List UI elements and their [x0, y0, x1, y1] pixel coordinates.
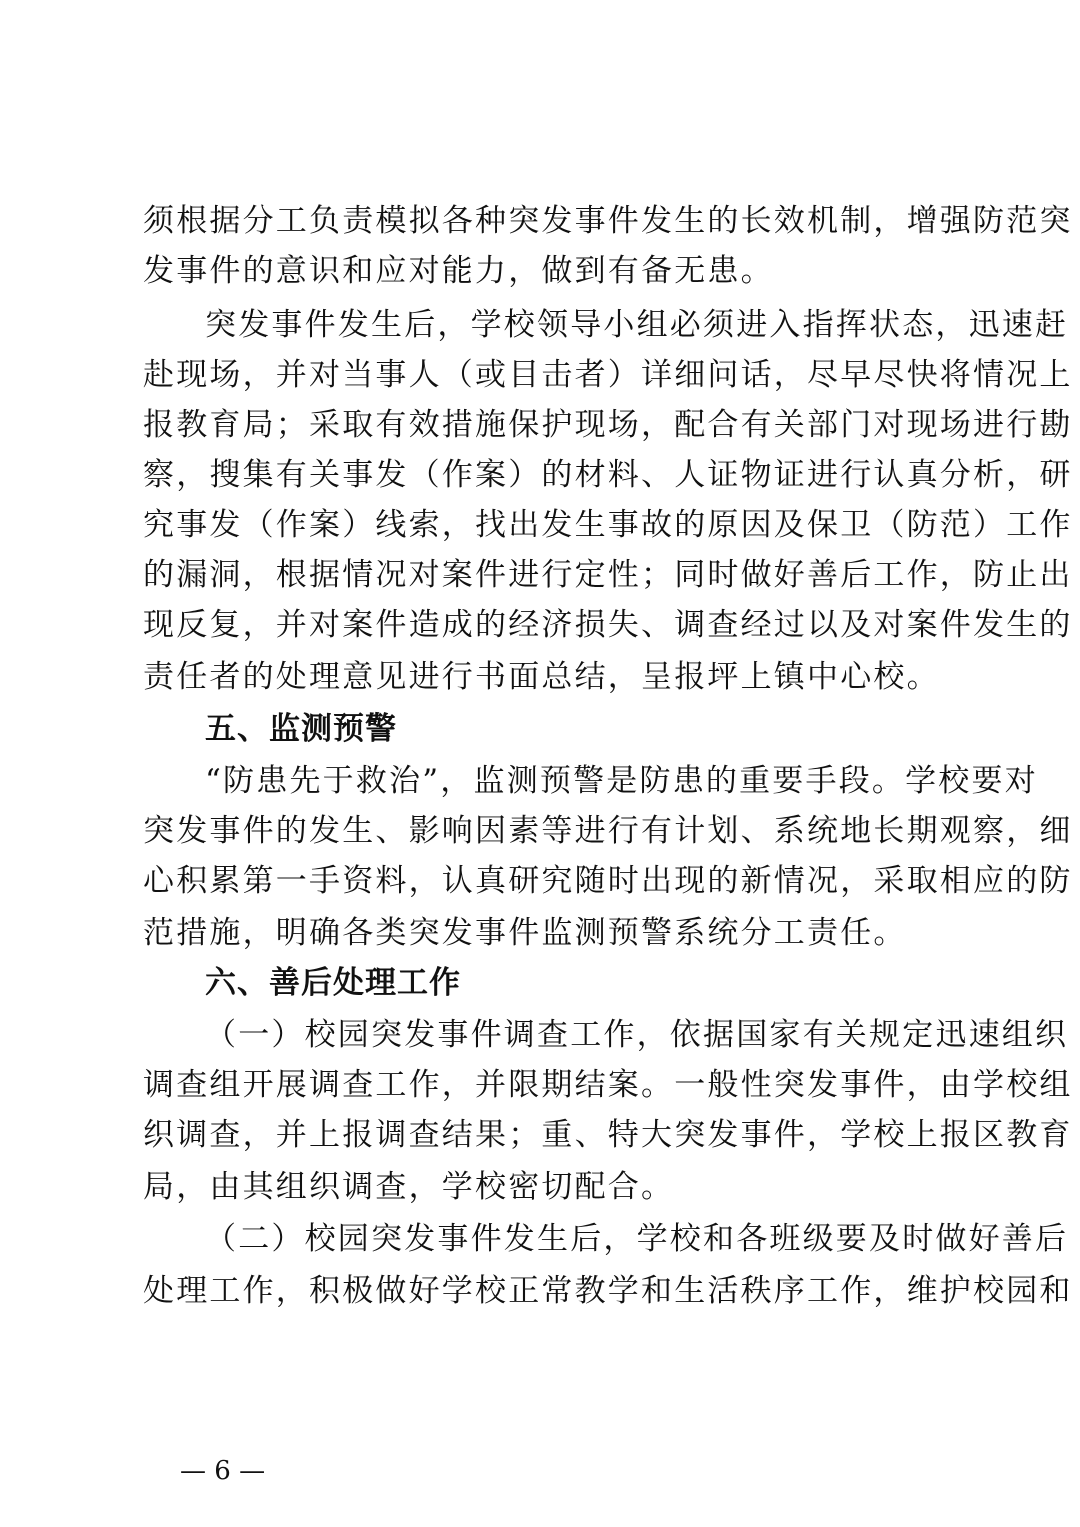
page-number: — 6 — — [180, 1456, 266, 1486]
text-line-17: （一）校园突发事件调查工作，依据国家有关规定迅速组织 — [205, 1017, 1069, 1053]
section-heading-six: 六、善后处理工作 — [205, 965, 461, 1001]
text-line-8: 的漏洞，根据情况对案件进行定性；同时做好善后工作，防止出 — [143, 557, 1073, 593]
text-line-20: 局，由其组织调查，学校密切配合。 — [143, 1169, 675, 1205]
text-line-18: 调查组开展调查工作，并限期结案。一般性突发事件，由学校组 — [143, 1067, 1073, 1103]
text-line-14: 心积累第一手资料，认真研究随时出现的新情况，采取相应的防 — [143, 863, 1073, 899]
text-line-19: 织调查，并上报调查结果；重、特大突发事件，学校上报区教育 — [143, 1117, 1073, 1153]
section-heading-five: 五、监测预警 — [205, 711, 397, 747]
text-line-9: 现反复，并对案件造成的经济损失、调查经过以及对案件发生的 — [143, 607, 1073, 643]
text-line-2: 发事件的意识和应对能力，做到有备无患。 — [143, 253, 774, 289]
text-line-5: 报教育局；采取有效措施保护现场，配合有关部门对现场进行勘 — [143, 407, 1073, 443]
text-line-6: 察，搜集有关事发（作案）的材料、人证物证进行认真分析，研 — [143, 457, 1073, 493]
text-line-10: 责任者的处理意见进行书面总结，呈报坪上镇中心校。 — [143, 659, 940, 695]
text-line-13: 突发事件的发生、影响因素等进行有计划、系统地长期观察，细 — [143, 813, 1073, 849]
text-line-12: “防患先于救治”，监测预警是防患的重要手段。学校要对 — [205, 763, 1038, 799]
text-line-7: 究事发（作案）线索，找出发生事故的原因及保卫（防范）工作 — [143, 507, 1073, 543]
text-line-3: 突发事件发生后，学校领导小组必须进入指挥状态，迅速赶 — [205, 307, 1069, 343]
text-line-15: 范措施，明确各类突发事件监测预警系统分工责任。 — [143, 915, 907, 951]
text-line-22: 处理工作，积极做好学校正常教学和生活秩序工作，维护校园和 — [143, 1273, 1073, 1309]
text-line-21: （二）校园突发事件发生后，学校和各班级要及时做好善后 — [205, 1221, 1069, 1257]
text-line-1: 须根据分工负责模拟各种突发事件发生的长效机制，增强防范突 — [143, 203, 1073, 239]
text-line-4: 赴现场，并对当事人（或目击者）详细问话，尽早尽快将情况上 — [143, 357, 1073, 393]
